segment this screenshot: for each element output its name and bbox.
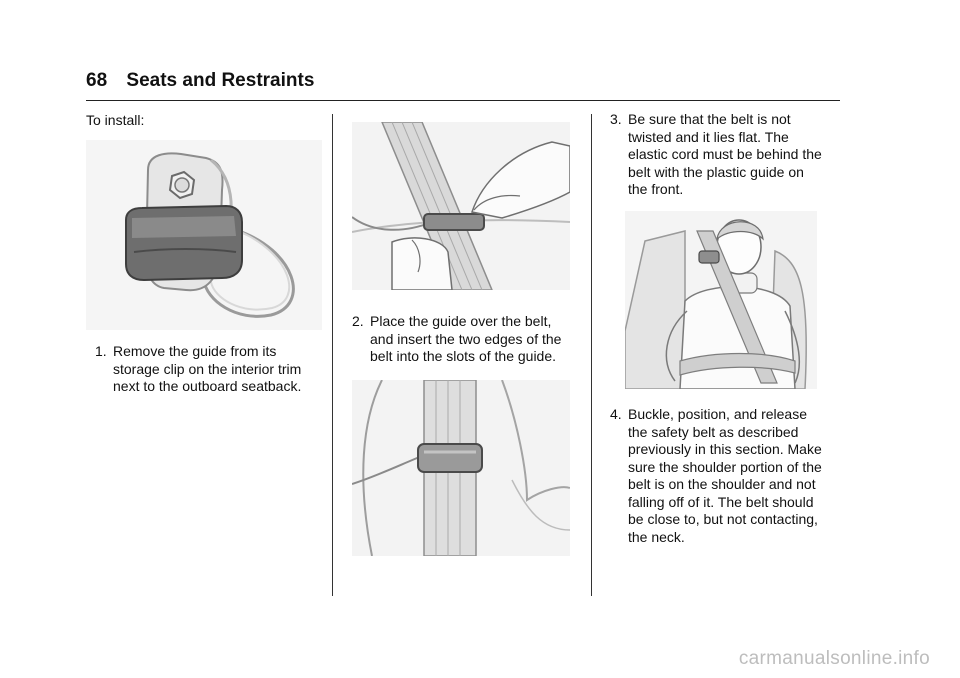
column-divider-2 — [591, 114, 592, 596]
step-4-line-7: be close to, but not contacting, — [628, 511, 818, 527]
step-1-line-3: next to the outboard seatback. — [113, 378, 302, 394]
child-seated-with-belt-icon — [625, 211, 817, 389]
figure-guide-installed — [352, 380, 570, 556]
figure-child-seated — [625, 211, 817, 389]
step-3-line-3: elastic cord must be behind the — [628, 146, 822, 162]
step-3-line-1: Be sure that the belt is not — [628, 111, 791, 127]
step-4-number: 4. — [610, 406, 622, 422]
step-4-line-3: previously in this section. Make — [628, 441, 822, 457]
step-4-line-6: falling off of it. The belt should — [628, 493, 814, 510]
step-3-line-4: belt with the plastic guide on — [628, 163, 804, 180]
belt-guide-clip-icon — [86, 140, 322, 330]
header-rule — [86, 100, 840, 101]
intro-text: To install: — [86, 112, 145, 128]
step-4-line-2: the safety belt as described — [628, 423, 799, 440]
step-2-number: 2. — [352, 313, 364, 329]
step-1-number: 1. — [95, 343, 107, 359]
section-title: Seats and Restraints — [126, 70, 315, 91]
step-4-line-8: the neck. — [628, 528, 685, 545]
step-2-line-1: Place the guide over the belt, — [370, 313, 552, 329]
step-4-line-4: sure the shoulder portion of the — [628, 458, 822, 475]
watermark: carmanualsonline.info — [738, 648, 930, 669]
step-4-line-1: Buckle, position, and release — [628, 406, 807, 422]
belt-guide-installed-icon — [352, 380, 570, 556]
step-2-line-2: and insert the two edges of the — [370, 330, 562, 347]
step-3-number: 3. — [610, 111, 622, 127]
step-1-line-2: storage clip on the interior trim — [113, 360, 302, 377]
step-2-line-3: belt into the slots of the guide. — [370, 348, 557, 364]
page-number: 68 — [86, 70, 108, 91]
figure-guide-clip — [86, 140, 322, 330]
step-1-line-1: Remove the guide from its — [113, 343, 277, 359]
step-4-line-5: belt is on the shoulder and not — [628, 476, 816, 492]
step-3-line-2: twisted and it lies flat. The — [628, 128, 789, 145]
belt-guide-insert-icon — [352, 122, 570, 290]
figure-guide-insert — [352, 122, 570, 290]
page-header — [86, 70, 314, 92]
column-divider-1 — [332, 114, 333, 596]
step-3-line-5: the front. — [628, 181, 684, 197]
